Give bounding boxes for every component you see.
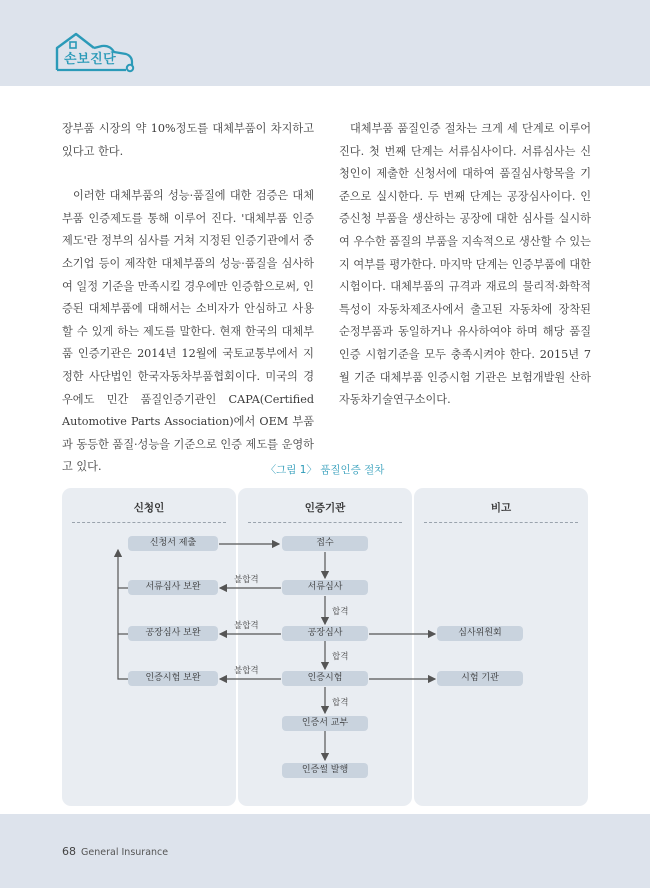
paragraph: 장부품 시장의 약 10%정도를 대체부품이 차지하고 있다고 한다. [62, 122, 314, 158]
fail-label: 불합격 [234, 575, 259, 585]
pass-label: 합격 [332, 607, 349, 617]
logo-text: 손보진단 [64, 52, 117, 67]
flow-box: 신청서 제출 [128, 536, 218, 551]
flow-box: 인증시험 [282, 671, 368, 686]
flow-box: 인증썰 발행 [282, 763, 368, 778]
paragraph: 대체부품 품질인증 절차는 크게 세 단계로 이루어진다. 첫 번째 단계는 서류심사이다. 서류심사는 신청인이 제출한 신청서에 대하여 품질심사항목을 기준으로 실시한다. 두 번째 단계는 공장심사이다. 인증신청 부품을 생산하는 공장에 대한 심사를 실시하여 우수한 품질의 부품을 지속적으로 생산할 수 있는지 여부를 평가한다. 마지막 단계는 인증부품에 대한 시험이다. 대체부품의 규격과 재료의 물리적·화학적 특성이 자동차제조사에서 출고된 자동차에 장착된 순정부품과 동일하거나 유사하여야 하며 해당 품질인증 시험기준을 모두 충족시켜야 한다. 2015년 7월 기준 대체부품 인증시험 기관은 보험개발원 산하 자동차기술연구소이다. [339, 122, 591, 407]
flow-box: 인증시험 보완 [128, 671, 218, 686]
footer [62, 845, 168, 858]
flow-box: 공장심사 보완 [128, 626, 218, 641]
flow-box: 접수 [282, 536, 368, 551]
panel-title-remarks: 비고 [490, 502, 512, 514]
pass-label: 합격 [332, 698, 349, 708]
figure-title: 〈그림 1〉 품질인증 절차 [265, 464, 385, 476]
flow-box: 시험 기관 [437, 671, 523, 686]
flow-box: 서류심사 [282, 580, 368, 595]
flow-box: 심사위원회 [437, 626, 523, 641]
paragraph: 이러한 대체부품의 성능·품질에 대한 검증은 대체부품 인증제도를 통해 이루어 진다. '대체부품 인증제도'란 정부의 심사를 거쳐 지정된 인증기관에서 중소기업 등이 제작한 대체부품의 성능·품질을 심사하여 일정 기준을 만족시킬 경우에만 인증함으로써, 인증된 대체부품에 대해서는 소비자가 안심하고 사용할 수 있게 하는 제도를 말한다. 현재 한국의 대체부품 인증기관은 2014년 12월에 국토교통부에서 지정한 사단법인 한국자동차부품협회이다. 미국의 경우에도 민간 품질인증기관인 CAPA(Certified Automotive Parts Association)에서 OEM 부품과 동등한 품질·성능을 기준으로 인증 제도를 운영하고 있다. [62, 189, 314, 474]
fail-label: 불합격 [234, 621, 259, 631]
publication-name: General Insurance [81, 847, 169, 858]
pass-label: 합격 [332, 652, 349, 662]
panel-title-agency: 인증기관 [304, 502, 346, 514]
fail-label: 불합격 [234, 666, 259, 676]
flow-box: 인증서 교부 [282, 716, 368, 731]
flow-box: 공장심사 [282, 626, 368, 641]
page-number: 68 [62, 845, 76, 858]
panel-title-applicant: 신청인 [133, 502, 165, 514]
flow-box: 서류심사 보완 [128, 580, 218, 595]
